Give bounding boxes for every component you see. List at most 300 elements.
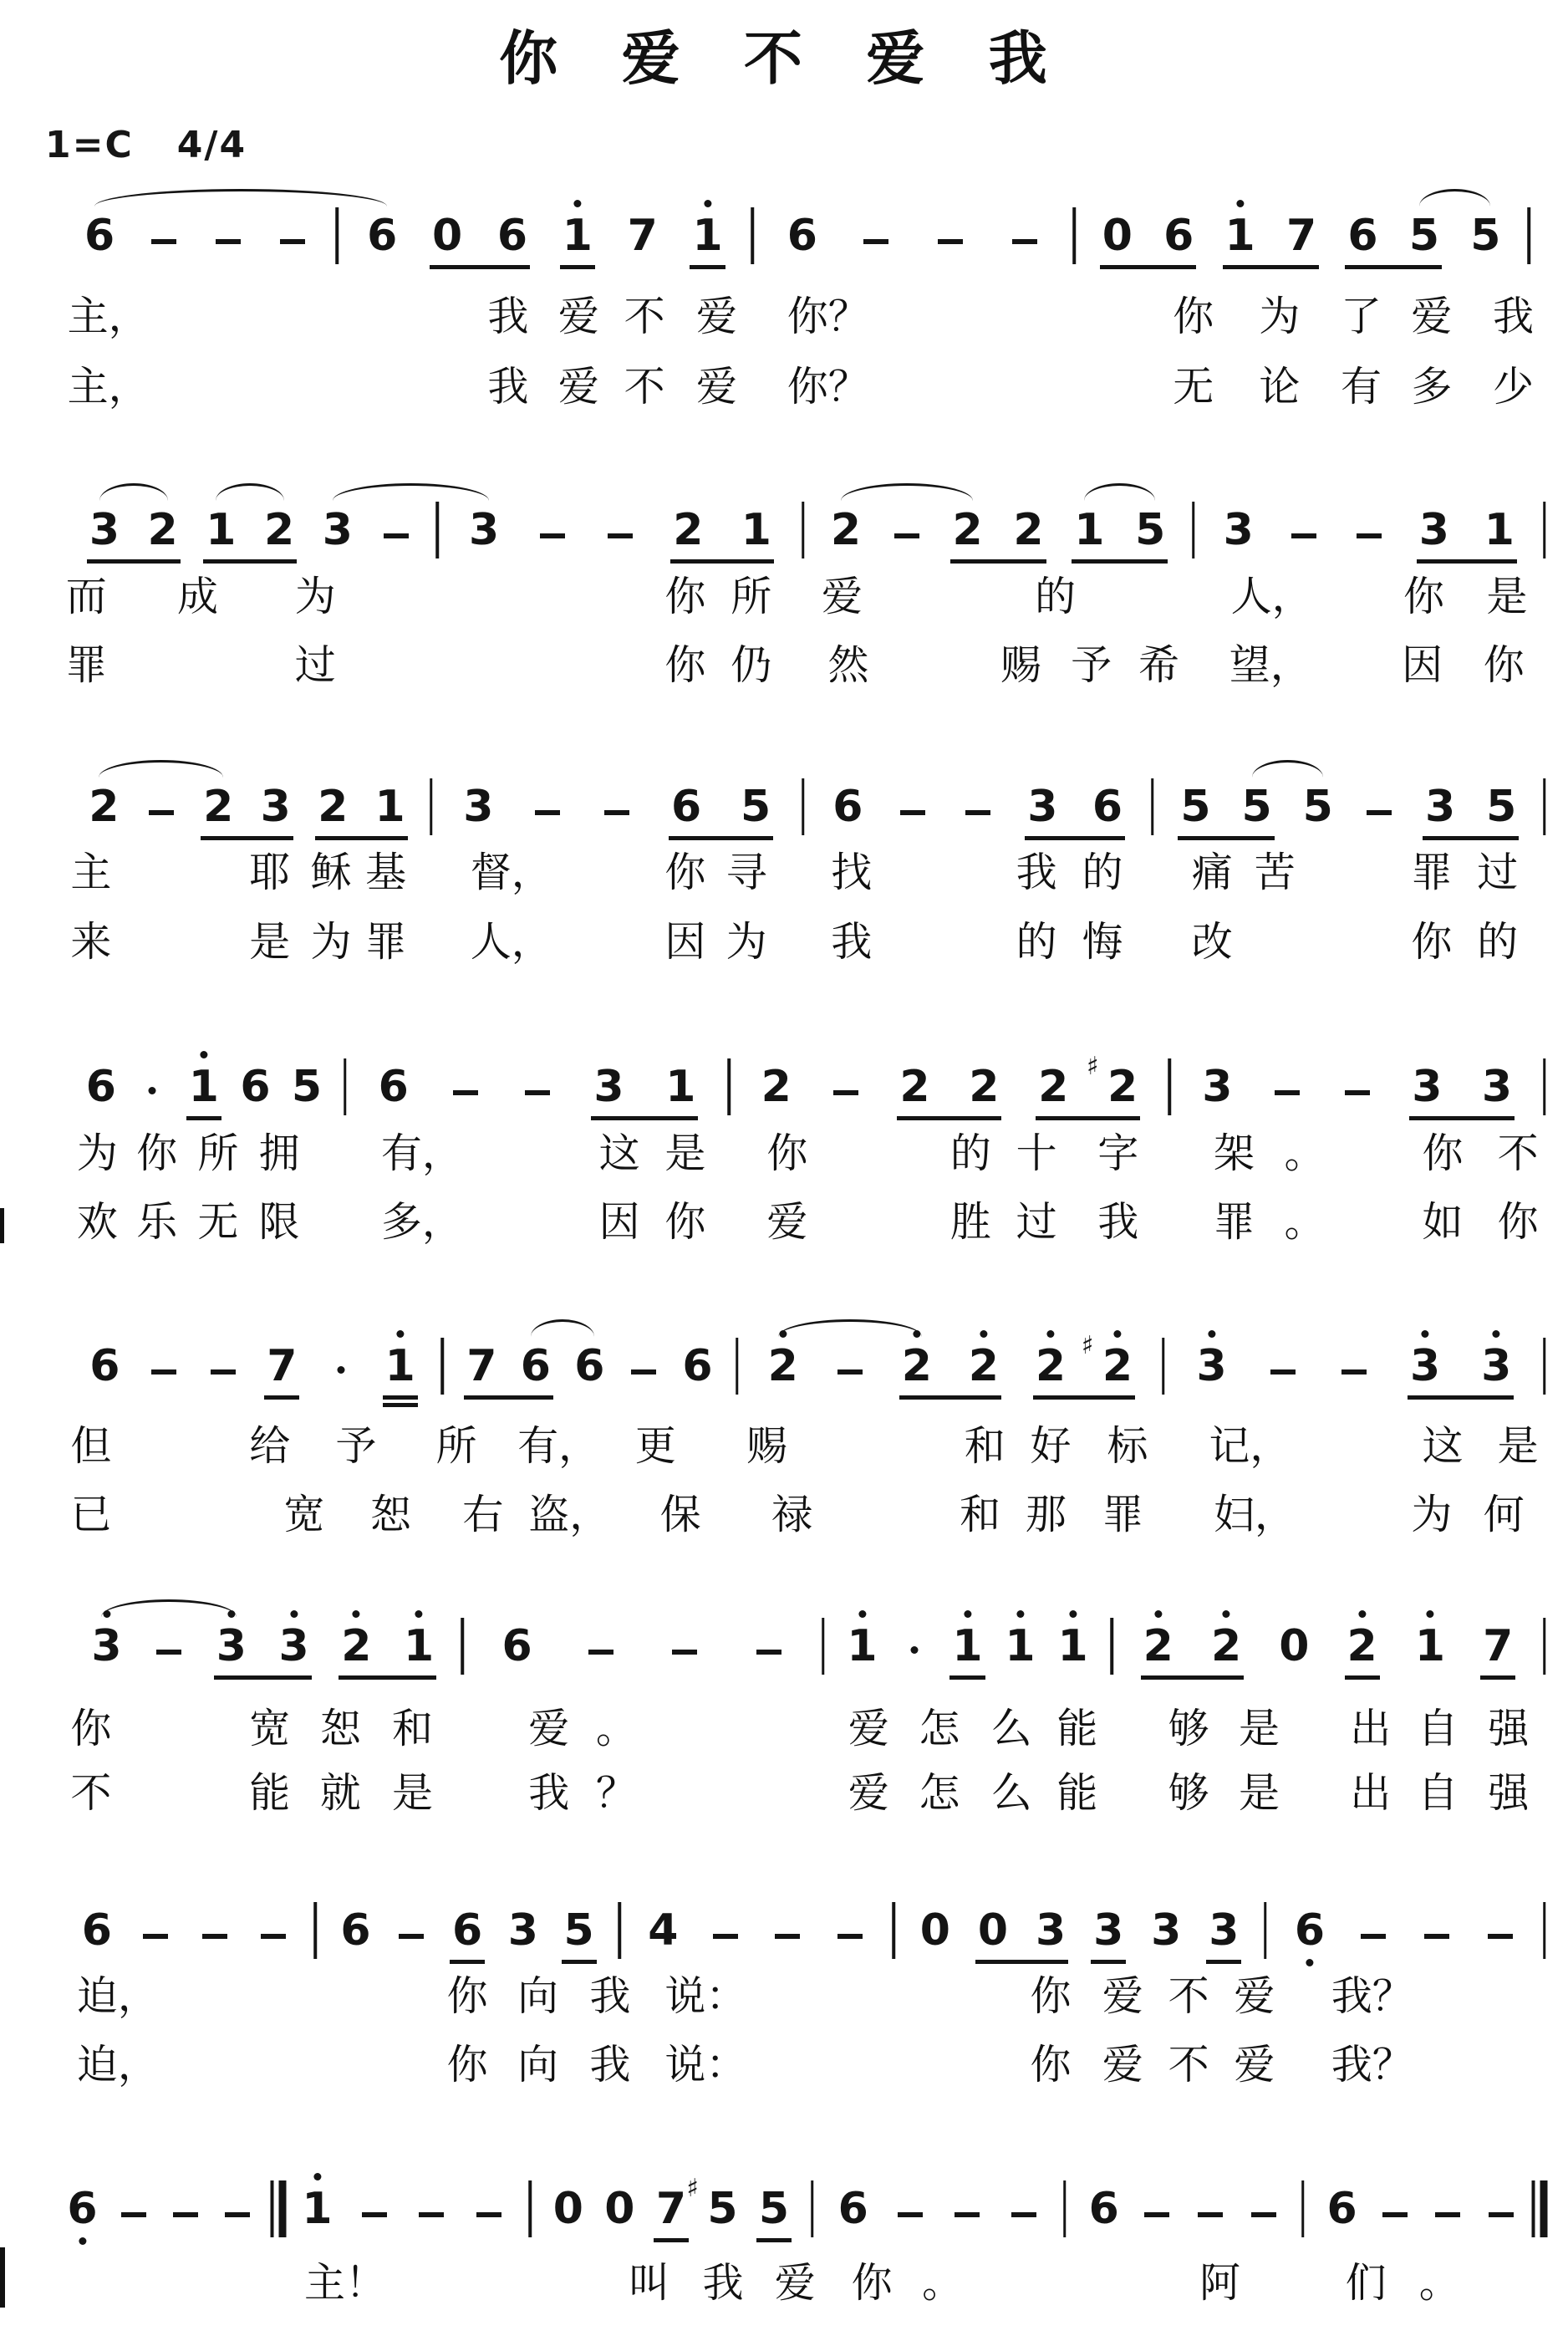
duration-dash — [837, 1934, 863, 1939]
barline — [528, 2180, 532, 2237]
duration-dash — [837, 1369, 863, 1375]
beam-underline — [1100, 265, 1197, 269]
lyric-line-6-2 — [0, 1767, 1568, 1828]
duration-dash — [608, 533, 633, 538]
beam-underline — [1025, 836, 1125, 840]
duration-dash — [1144, 2212, 1169, 2217]
lyric-syllable: 爱 — [848, 1769, 889, 1817]
lyric-syllable: 。 — [922, 2259, 964, 2307]
note: 5 ♯ — [686, 2174, 738, 2234]
lyric-syllable: 出 — [1350, 1769, 1392, 1817]
lyric-syllable: 这 — [1422, 1422, 1464, 1470]
duration-dash — [863, 239, 888, 244]
lyric-syllable: 为 — [76, 1130, 118, 1177]
lyric-syllable: 爱 — [695, 363, 737, 411]
lyric-syllable: 成 — [176, 573, 218, 620]
lyric-syllable: 赐 — [1000, 641, 1041, 689]
lyric-line-3-1 — [0, 847, 1568, 907]
note: 6 — [67, 2187, 97, 2231]
lyric-syllable: 了 — [1340, 293, 1382, 340]
duration-dash — [121, 2212, 146, 2217]
note: 2 — [830, 505, 862, 555]
barline — [1162, 1338, 1165, 1395]
lyric-syllable: 人， — [1230, 573, 1313, 620]
tie-arc — [841, 483, 973, 502]
lyric-syllable: 自 — [1417, 1769, 1459, 1817]
lyric-syllable: 向 — [517, 1972, 559, 2020]
duration-dash — [965, 810, 990, 815]
octave-dot-high — [1358, 1610, 1366, 1618]
lyric-syllable: 然 — [827, 641, 869, 689]
lyric-syllable: 主， — [67, 363, 150, 411]
lyric-syllable: 记， — [1209, 1422, 1291, 1470]
lyric-syllable: 我 — [831, 918, 873, 966]
note: 2 — [1211, 1624, 1241, 1668]
note: 5 — [1180, 782, 1211, 832]
note: 3 — [278, 1624, 308, 1668]
beam-underline — [1206, 1960, 1241, 1964]
beam-underline — [897, 1116, 1001, 1120]
barline — [802, 502, 805, 558]
lyric-syllable: 强 — [1488, 1705, 1530, 1752]
lyric-syllable: 我 — [487, 363, 529, 411]
lyric-syllable: 限 — [258, 1198, 300, 1246]
lyric-syllable: 怎 — [919, 1705, 960, 1752]
lyric-syllable: 。 — [1284, 1130, 1326, 1177]
note: 6 — [240, 1062, 271, 1112]
note: 2 — [147, 505, 178, 555]
lyric-syllable: 予 — [1071, 641, 1112, 689]
lyric-syllable: 耶 — [249, 849, 291, 896]
lyric-syllable: 出 — [1350, 1705, 1392, 1752]
note: 3 — [1202, 1062, 1233, 1112]
barline — [811, 2180, 814, 2237]
lyric-syllable: 保 — [659, 1491, 701, 1538]
lyric-syllable: 是 — [392, 1769, 434, 1817]
tie-arc — [94, 189, 387, 208]
lyric-syllable: 你 — [664, 849, 706, 896]
beam-underline — [339, 1675, 436, 1680]
lyric-syllable: 好 — [1030, 1422, 1072, 1470]
note: 6 — [81, 1905, 112, 1956]
note: 3 — [469, 505, 500, 555]
lyric-syllable: 主！ — [303, 2259, 386, 2307]
lyric-syllable: 改 — [1191, 918, 1233, 966]
rest-note: 0 — [1279, 1621, 1310, 1671]
lyric-syllable: 我 — [589, 2041, 631, 2089]
duration-dash — [1488, 1934, 1513, 1939]
duration-dash — [756, 1650, 781, 1655]
augmentation-dot — [911, 1646, 919, 1654]
lyric-line-7-1 — [0, 1971, 1568, 2031]
lyric-syllable: 能 — [1056, 1705, 1098, 1752]
lyric-syllable: 所 — [435, 1422, 477, 1470]
note: 6 — [837, 2184, 868, 2234]
tie-arc — [99, 483, 168, 502]
duration-dash — [713, 1934, 738, 1939]
note: 2 — [969, 1344, 999, 1388]
lyric-syllable: 爱 — [1411, 293, 1453, 340]
octave-dot-high — [1046, 1330, 1054, 1338]
note: 6 — [89, 1341, 120, 1391]
lyric-line-4-1 — [0, 1128, 1568, 1188]
beam-underline — [383, 1395, 418, 1400]
lyric-syllable: 爱 — [528, 1705, 570, 1752]
duration-dash — [604, 810, 629, 815]
tie-arc — [216, 483, 284, 502]
octave-dot-high — [1016, 1610, 1024, 1618]
duration-dash — [384, 533, 409, 538]
lyric-syllable: 。 — [1284, 1198, 1326, 1246]
beam-underline — [1480, 1675, 1515, 1680]
lyric-syllable: 爱 — [766, 1198, 808, 1246]
rest-note: 0 — [977, 1905, 1009, 1956]
lyric-syllable: 那 — [1025, 1491, 1067, 1538]
duration-dash — [1361, 1934, 1386, 1939]
lyric-syllable: 有 — [1340, 363, 1382, 411]
lyric-line-8-1 — [0, 2257, 1568, 2318]
lyric-syllable: 你 — [1030, 1972, 1072, 2020]
octave-dot-high — [1208, 1330, 1215, 1338]
lyric-syllable: 爱 — [1102, 2041, 1143, 2089]
lyric-syllable: 不 — [1168, 2041, 1209, 2089]
note: 2 — [203, 782, 234, 832]
note: 1 — [404, 1624, 434, 1668]
duration-dash — [1198, 2212, 1223, 2217]
lyric-syllable: 们 — [1345, 2259, 1387, 2307]
octave-dot-high — [1422, 1330, 1429, 1338]
tie-arc — [1419, 189, 1490, 208]
note: 6 — [501, 1621, 532, 1671]
lyric-syllable: 主， — [67, 293, 150, 340]
beam-underline — [1408, 1395, 1514, 1400]
note: 1 — [1074, 505, 1105, 555]
octave-dot-high — [1069, 1610, 1077, 1618]
lyric-syllable: 我 — [702, 2259, 744, 2307]
lyric-syllable: 就 — [319, 1769, 361, 1817]
note: 5 — [1408, 211, 1440, 261]
note: 3 — [260, 782, 291, 832]
lyric-syllable: 仍 — [731, 641, 772, 689]
rest-note: 0 — [919, 1905, 950, 1956]
lyric-syllable: 禄 — [771, 1491, 812, 1538]
note: 3 — [1481, 1062, 1513, 1112]
note: 2 — [89, 782, 120, 832]
octave-dot-high — [290, 1610, 298, 1618]
beam-underline — [1178, 836, 1274, 840]
octave-dot-high — [200, 1051, 207, 1058]
notation-line-8 — [0, 2157, 1568, 2253]
note: 6 — [832, 782, 863, 832]
lyric-line-5-1 — [0, 1420, 1568, 1481]
lyric-syllable: 我 — [1492, 293, 1534, 340]
lyric-syllable: 何 — [1483, 1491, 1525, 1538]
note: 3 — [1412, 1062, 1443, 1112]
beam-underline — [1345, 265, 1442, 269]
beam-underline — [756, 2238, 792, 2242]
lyric-syllable: 的 — [949, 1130, 991, 1177]
tie-arc — [531, 1319, 595, 1339]
notation-line-5 — [0, 1314, 1568, 1410]
note: 1 — [206, 505, 237, 555]
lyric-syllable: 迫， — [76, 2041, 159, 2089]
note: 1 — [741, 505, 771, 555]
beam-underline — [1223, 265, 1320, 269]
duration-dash — [894, 533, 919, 538]
lyric-syllable: 因 — [598, 1198, 640, 1246]
lyric-syllable: ？ — [595, 1769, 637, 1817]
note: 6 — [787, 211, 817, 261]
octave-dot-low — [79, 2237, 86, 2245]
lyric-syllable: 右 — [462, 1491, 504, 1538]
lyric-syllable: 我 — [1016, 849, 1057, 896]
lyric-syllable: 寻 — [725, 849, 767, 896]
duration-dash — [672, 1650, 697, 1655]
key-and-meter — [45, 124, 247, 166]
notation-line-4 — [0, 1035, 1568, 1131]
lyric-syllable: 你？ — [787, 363, 869, 411]
duration-dash — [399, 1934, 424, 1939]
note: 6 — [378, 1062, 409, 1112]
duration-dash — [202, 1934, 227, 1939]
beam-underline — [690, 265, 725, 269]
note: 2 — [1347, 1624, 1377, 1668]
duration-dash — [476, 2212, 501, 2217]
octave-dot-high — [573, 200, 581, 207]
beam-underline — [430, 265, 530, 269]
note: 2 — [768, 1344, 798, 1388]
note: 3 — [1209, 1905, 1240, 1956]
notation-line-2 — [0, 478, 1568, 574]
lyric-syllable: 和 — [960, 1491, 1001, 1538]
barline — [1168, 1058, 1172, 1115]
beam-underline — [201, 836, 293, 840]
lyric-syllable: 胜 — [949, 1198, 991, 1246]
duration-dash — [225, 2212, 250, 2217]
lyric-syllable: 是 — [249, 918, 291, 966]
rest-note: 0 — [552, 2184, 583, 2234]
duration-dash — [1011, 2212, 1036, 2217]
lyric-syllable: 多， — [380, 1198, 463, 1246]
lyric-syllable: 叫 — [629, 2259, 670, 2307]
note: 3 — [1425, 782, 1456, 832]
duration-dash — [1291, 533, 1316, 538]
lyric-syllable: 恕 — [369, 1491, 411, 1538]
lyric-syllable: 论 — [1259, 363, 1301, 411]
lyric-syllable: 说： — [664, 2041, 747, 2089]
duration-dash — [1270, 1369, 1296, 1375]
lyric-syllable: 爱 — [1234, 1972, 1275, 2020]
lyric-syllable: 你 — [136, 1130, 178, 1177]
lyric-syllable: 你 — [1497, 1198, 1539, 1246]
lyric-line-2-2 — [0, 640, 1568, 700]
lyric-syllable: 而 — [65, 573, 107, 620]
octave-dot-high — [1113, 1330, 1121, 1338]
duration-dash — [1275, 1090, 1300, 1095]
beam-underline — [1417, 559, 1517, 564]
barline — [1543, 1058, 1546, 1115]
octave-dot-high — [858, 1610, 866, 1618]
lyric-syllable: 盗， — [528, 1491, 611, 1538]
lyric-syllable: 妇， — [1214, 1491, 1296, 1538]
lyric-syllable: 望， — [1229, 641, 1311, 689]
duration-dash — [261, 1934, 286, 1939]
note: 2 — [952, 505, 983, 555]
tie-arc — [1252, 760, 1323, 779]
note: 5 — [1470, 211, 1501, 261]
beam-underline — [899, 1395, 1001, 1400]
note: 5 — [1241, 782, 1272, 832]
barline — [1151, 778, 1154, 835]
octave-dot-high — [1223, 1610, 1230, 1618]
barline — [1543, 778, 1546, 835]
note: 6 — [1088, 2184, 1119, 2234]
octave-dot-high — [396, 1330, 404, 1338]
beam-underline — [464, 1395, 553, 1400]
note: 6 — [340, 1905, 371, 1956]
beam-underline — [1141, 1675, 1244, 1680]
octave-dot-high — [964, 1610, 971, 1618]
lyric-syllable: 有， — [517, 1422, 600, 1470]
lyric-syllable: 的 — [1082, 849, 1123, 896]
lyric-syllable: 够 — [1168, 1769, 1209, 1817]
barline — [1543, 1338, 1546, 1395]
octave-dot-high — [353, 1610, 360, 1618]
barline — [336, 207, 339, 264]
beam-underline — [383, 1403, 418, 1407]
lyric-syllable: 不 — [70, 1769, 112, 1817]
notation-line-6 — [0, 1594, 1568, 1691]
lyric-syllable: 稣 — [310, 849, 352, 896]
lyric-syllable: 你 — [446, 1972, 488, 2020]
lyric-syllable: 基 — [365, 849, 407, 896]
barline — [1110, 1618, 1113, 1675]
lyric-syllable: 。 — [1418, 2259, 1460, 2307]
octave-dot-high — [1426, 1610, 1433, 1618]
duration-dash — [156, 1650, 181, 1655]
lyric-syllable: 痛 — [1191, 849, 1233, 896]
note: 2 — [1038, 1062, 1069, 1112]
lyric-syllable: 爱 — [848, 1705, 889, 1752]
note: 1 — [563, 214, 593, 258]
tie-arc — [99, 760, 223, 779]
lyric-syllable: 苦 — [1254, 849, 1296, 896]
note: 3 — [216, 1624, 247, 1668]
duration-dash — [149, 810, 174, 815]
lyric-syllable: 多 — [1411, 363, 1453, 411]
note: 6 — [671, 782, 702, 832]
duration-dash — [151, 239, 176, 244]
barline — [1301, 2180, 1305, 2237]
duration-dash — [898, 2212, 923, 2217]
note: 1 — [1415, 1624, 1445, 1668]
lyric-syllable: 你 — [70, 1705, 112, 1752]
lyric-syllable: 我？ — [1331, 2041, 1413, 2089]
barline — [1063, 2180, 1067, 2237]
note: 3 — [463, 782, 494, 832]
lyric-syllable: 爱 — [1234, 2041, 1275, 2089]
duration-dash — [955, 2212, 980, 2217]
lyric-syllable: 架 — [1214, 1130, 1255, 1177]
note: 2 — [1036, 1344, 1066, 1388]
lyric-line-6-1 — [0, 1703, 1568, 1763]
note: 5 — [740, 782, 771, 832]
lyric-syllable: 你 — [1030, 2041, 1072, 2089]
lyric-syllable: 为 — [1411, 1491, 1453, 1538]
lyric-syllable: 爱 — [557, 363, 599, 411]
duration-dash — [419, 2212, 444, 2217]
lyric-syllable: 十 — [1016, 1130, 1057, 1177]
lyric-syllable: 恕 — [319, 1705, 361, 1752]
lyric-syllable: 过 — [1477, 849, 1519, 896]
lyric-syllable: 是 — [1239, 1705, 1280, 1752]
lyric-syllable: 已 — [70, 1491, 112, 1538]
lyric-syllable: 的 — [1477, 918, 1519, 966]
lyric-syllable: 的 — [1035, 573, 1077, 620]
beam-underline — [975, 1960, 1068, 1964]
lyric-syllable: 我？ — [1331, 1972, 1413, 2020]
sharp-icon: ♯ — [1081, 1331, 1094, 1360]
beam-underline — [186, 1116, 221, 1120]
rest-note: 0 — [604, 2184, 635, 2234]
tie-arc — [1084, 483, 1155, 502]
lyric-syllable: 你 — [664, 573, 706, 620]
note: 6 — [520, 1341, 551, 1391]
barline — [313, 1902, 317, 1959]
note: 1 — [374, 782, 405, 832]
lyric-syllable: 够 — [1168, 1705, 1209, 1752]
beam-underline — [562, 1960, 597, 1964]
lyric-syllable: 说： — [664, 1972, 747, 2020]
duration-dash — [1251, 2212, 1276, 2217]
note: 2 — [263, 505, 295, 555]
lyric-syllable: 无 — [1173, 363, 1214, 411]
note: 5 — [291, 1062, 323, 1112]
duration-dash — [1435, 2212, 1460, 2217]
note: 1 — [952, 1624, 982, 1668]
barline — [736, 1338, 739, 1395]
augmentation-dot — [338, 1366, 345, 1374]
lyric-line-5-2 — [0, 1489, 1568, 1549]
lyric-syllable: 为 — [310, 918, 352, 966]
duration-dash — [900, 810, 925, 815]
lyric-syllable: 罪 — [1214, 1198, 1255, 1246]
note: 5 — [758, 2184, 790, 2234]
lyric-syllable: 和 — [392, 1705, 434, 1752]
barline — [1543, 1618, 1546, 1675]
lyric-syllable: 能 — [1056, 1769, 1098, 1817]
note: 6 — [85, 1062, 116, 1112]
barline — [728, 1058, 731, 1115]
note: 5 — [1486, 782, 1517, 832]
lyric-syllable: 你 — [664, 641, 706, 689]
duration-dash — [1382, 2212, 1408, 2217]
duration-dash — [938, 239, 963, 244]
note: 5 — [1302, 782, 1333, 832]
note: 1 — [302, 2187, 332, 2231]
duration-dash — [151, 1369, 176, 1375]
note: 3 — [1410, 1344, 1440, 1388]
time-signature: 4/4 — [176, 124, 247, 166]
octave-dot-high — [704, 200, 711, 207]
lyric-syllable: 不 — [624, 293, 665, 340]
octave-dot-low — [1306, 1959, 1313, 1966]
lyric-syllable: 主 — [70, 849, 112, 896]
barline — [822, 1618, 825, 1675]
lyric-syllable: 你？ — [787, 293, 869, 340]
lyric-line-1-1 — [0, 291, 1568, 351]
barline — [461, 1618, 465, 1675]
